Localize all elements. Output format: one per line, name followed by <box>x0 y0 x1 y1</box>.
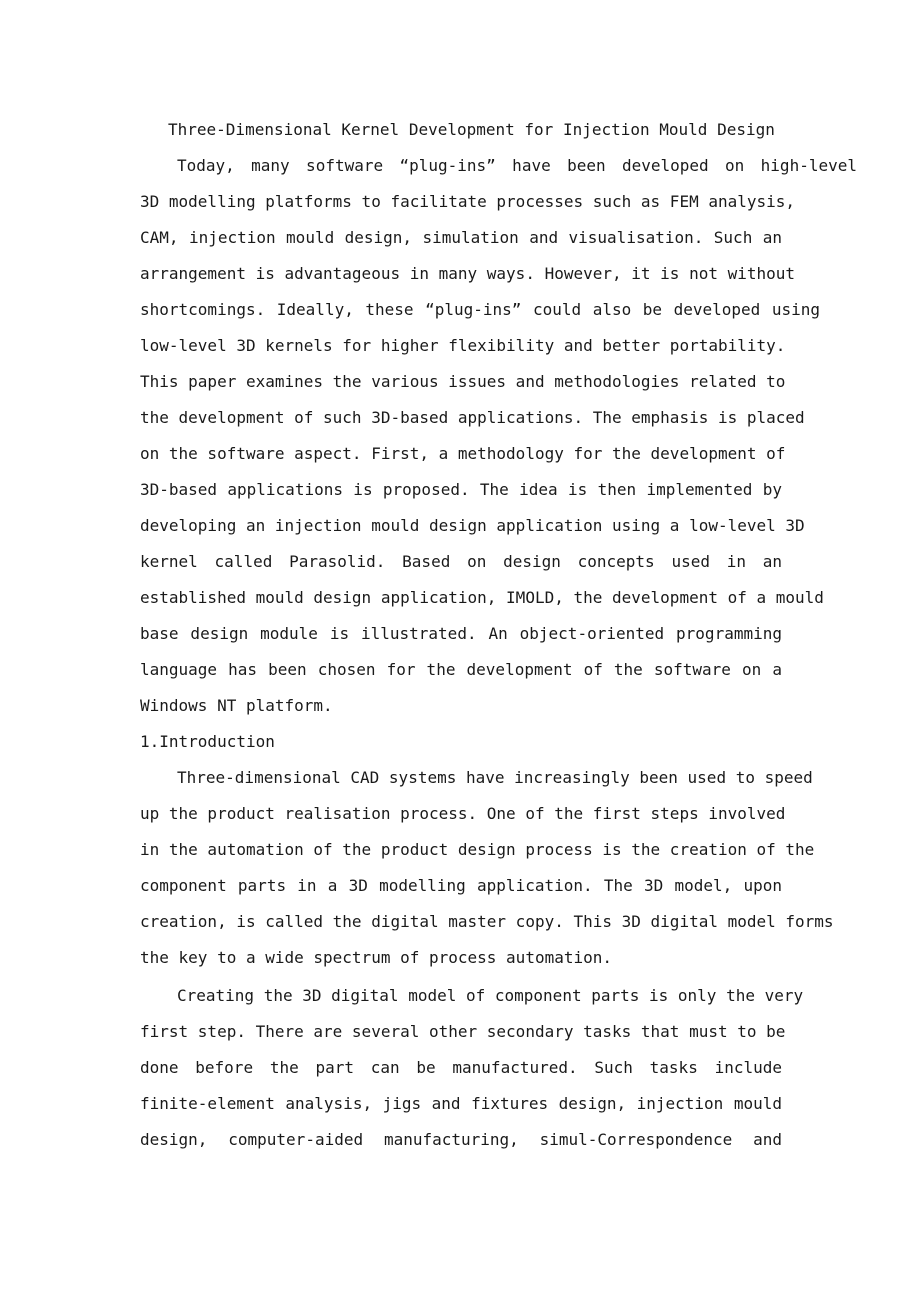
intro-line: up the product realisation process. One of the first steps involved <box>140 804 786 823</box>
abstract-line: kernel called Parasolid. Based on design concepts used in an <box>140 552 782 571</box>
abstract-line: established mould design application, IMOLD, the development of a mould <box>140 588 824 607</box>
abstract-line: language has been chosen for the development of the software on a <box>140 660 782 679</box>
abstract-line: on the software aspect. First, a methodology for the development of <box>140 444 786 463</box>
abstract-line: CAM, injection mould design, simulation and visualisation. Such an <box>140 228 782 247</box>
section-heading: 1.Introduction <box>140 732 275 751</box>
abstract-line: low-level 3D kernels for higher flexibility and better portability. <box>140 336 786 355</box>
intro-line: the key to a wide spectrum of process automation. <box>140 948 613 967</box>
abstract-line: developing an injection mould design application using a low-level 3D <box>140 516 805 535</box>
abstract-line: 3D-based applications is proposed. The idea is then implemented by <box>140 480 782 499</box>
abstract-line: Windows NT platform. <box>140 696 333 715</box>
intro-line: creation, is called the digital master copy. This 3D digital model forms <box>140 912 834 931</box>
abstract-line: arrangement is advantageous in many ways. However, it is not without <box>140 264 796 283</box>
intro-line: component parts in a 3D modelling application. The 3D model, upon <box>140 876 782 895</box>
intro-line: first step. There are several other secondary tasks that must to be <box>140 1022 786 1041</box>
intro-line: finite-element analysis, jigs and fixtures design, injection mould <box>140 1094 782 1113</box>
intro-line: Creating the 3D digital model of component parts is only the very <box>177 986 804 1005</box>
abstract-line: Today, many software “plug-ins” have been developed on high-level <box>177 156 857 175</box>
abstract-line: 3D modelling platforms to facilitate processes such as FEM analysis, <box>140 192 796 211</box>
paper-title: Three-Dimensional Kernel Development for Injection Mould Design <box>168 120 775 139</box>
abstract-line: This paper examines the various issues and methodologies related to <box>140 372 786 391</box>
abstract-line: base design module is illustrated. An object-oriented programming <box>140 624 782 643</box>
abstract-line: the development of such 3D-based applications. The emphasis is placed <box>140 408 805 427</box>
intro-line: Three-dimensional CAD systems have increasingly been used to speed <box>177 768 813 787</box>
intro-line: done before the part can be manufactured. Such tasks include <box>140 1058 782 1077</box>
intro-line: design, computer-aided manufacturing, simul-Correspondence and <box>140 1130 782 1149</box>
abstract-line: shortcomings. Ideally, these “plug-ins” could also be developed using <box>140 300 820 319</box>
intro-line: in the automation of the product design process is the creation of the <box>140 840 815 859</box>
